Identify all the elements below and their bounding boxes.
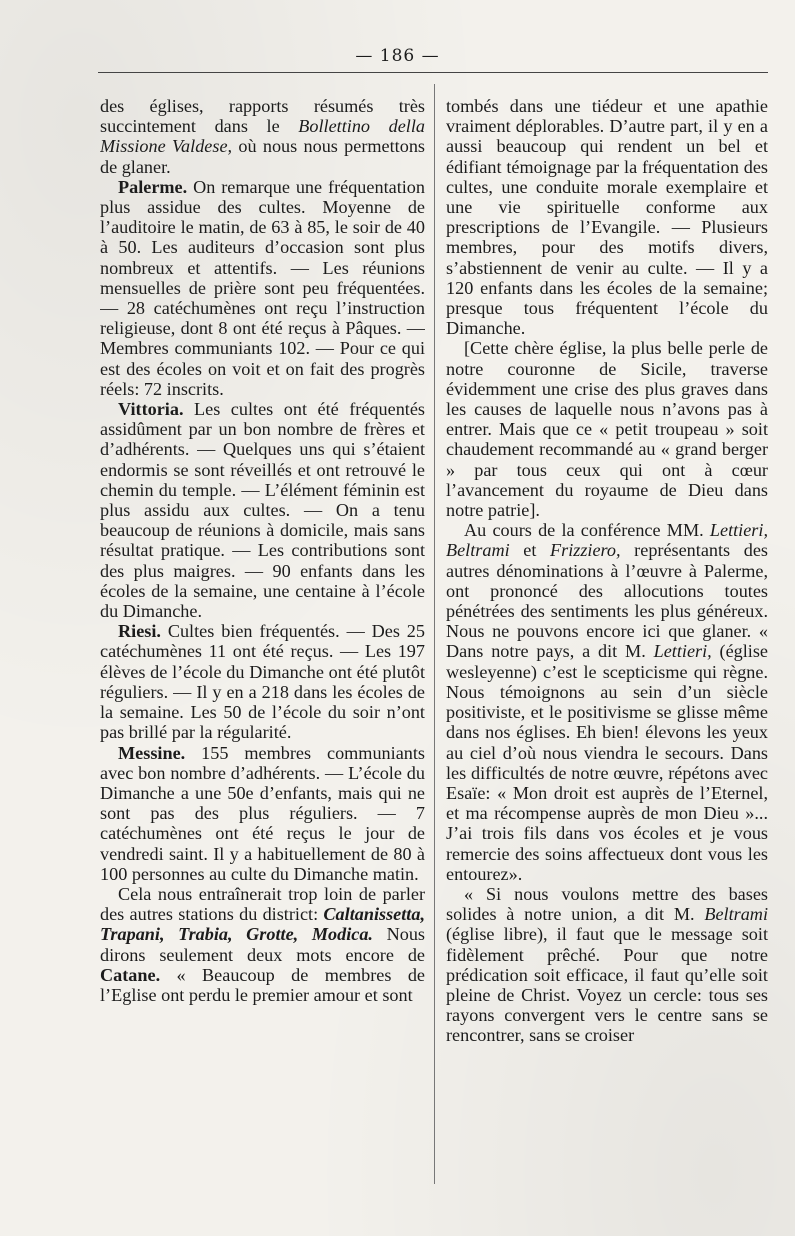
station-list: Caltanissetta, Trapani, Trabia, Grotte, Modica. — [100, 904, 425, 945]
paragraph-palerme: Palerme. On remarque une fréquentation plus assidue des cultes. Moyenne de l’auditoire le matin, de 63 à 85, le soir de 40 à 50. Les auditeurs d’occasion sont plus nombreux et attentifs. — Les réunions mensuelles de prière sont peu fréquentées. — 28 catéchumènes ont reçu l’instruction religieuse, dont 8 ont été reçus à Pâques. — Membres communiants 102. — Pour ce qui est des écoles on voit et on fait des progrès réels: 72 inscrits. — [100, 176, 425, 399]
paragraph-editorial-note: [Cette chère église, la plus belle perle de notre couronne de Sicile, traverse évidemment une crise des plus graves dans les causes de laquelle nous n’avons pas à entrer. Mais que ce « petit troupeau » soit chaudement recommandé au « grand berger » par tous ceux qui ont à cœur l’avancement du royaume de Dieu dans notre patrie]. — [446, 338, 768, 521]
paragraph-catane-cont: tombés dans une tiédeur et une apathie vraiment déplorables. D’autre part, il y en a aussi beaucoup qui rendent un bel et édifiant témoignage par la fréquentation des cultes, une conduite morale exemplaire et une vie spirituelle conforme aux prescriptions de l’Evangile. — Plusieurs membres, pour des motifs divers, s’abstiennent de venir au culte. — Il y a 120 enfants dans les écoles de la semaine; presque tous fréquentent l’école du Dimanche. — [446, 96, 768, 339]
paragraph-vittoria: Vittoria. Les cultes ont été fréquentés assidûment par un bon nombre de frères et d’adhérents. — Quelques uns qui s’étaient endormis se sont réveillés et ont retrouvé le chemin du temple. — L’élément féminin est plus assidu aux cultes. — On a tenu beaucoup de réunions à domicile, mais sans résultat pratique. — Les contributions sont des plus maigres. — 90 enfants dans les écoles de la semaine, une centaine à l’école du Dimanche. — [100, 399, 425, 622]
station-name-catane: Catane. — [100, 964, 161, 985]
station-name-palerme: Palerme. — [118, 176, 188, 197]
paragraph-beltrami: « Si nous voulons mettre des bases solides à notre union, a dit M. Beltrami (église libre), il faut que le message soit fidèlement prêché. Pour que notre prédication soit efficace, il faut qu’elle soit pleine de Christ. Voyez un cercle: tous ses rayons convergent vers le centre sans se rencontrer, sans se croiser — [446, 883, 768, 1046]
station-name-vittoria: Vittoria. — [118, 399, 184, 420]
right-column — [446, 96, 768, 1186]
paragraph-other-stations: Cela nous entraînerait trop loin de parler des autres stations du district: Caltanissetta, Trapani, Trabia, Grotte, Modica. Nous dirons seulement deux mots encore de Catane. « Beaucoup de membres de l’Eglise ont perdu le premier amour et sont — [100, 883, 425, 1005]
paragraph-riesi: Riesi. Cultes bien fréquentés. — Des 25 catéchumènes 11 ont été reçus. — Les 197 élèves de l’école du Dimanche ont été plutôt réguliers. — Il y en a 218 dans les écoles de la semaine. Les 50 de l’école du soir n’ont pas brillé par la régularité. — [100, 621, 425, 743]
column-divider — [434, 84, 435, 1184]
station-name-messine: Messine. — [118, 742, 186, 763]
header-rule — [98, 72, 768, 73]
italic-title: Bollettino della Missione Valdese, — [100, 116, 425, 157]
left-column — [100, 96, 425, 1186]
paragraph-intro: des églises, rapports résumés très succintement dans le Bollettino della Missione Valdese, où nous nous permettons de glaner. — [100, 96, 425, 177]
paragraph-conference: Au cours de la conférence MM. Lettieri, Beltrami et Frizziero, représentants des autres dénominations à l’œuvre à Palerme, ont prononcé des allocutions toutes pénétrées des sentiments les plus généreux. Nous ne pouvons encore ici que glaner. « Dans notre pays, a dit M. Lettieri, (église wesleyenne) c’est le scepticisme qui règne. Nous témoignons au sein d’un siècle positiviste, et le positivisme se glisse même dans nos églises. Eh bien! élevons les yeux au ciel d’où nous viendra le secours. Dans les difficultés de notre œuvre, répétons avec Esaïe: « Mon droit est auprès de l’Eternel, et ma récompense auprès de mon Dieu »... J’ai trois fils dans vos écoles et je vous remercie des soins affectueux dont vous les entourez». — [446, 520, 768, 884]
page-number: — 186 — — [355, 46, 440, 66]
paragraph-messine: Messine. 155 membres communiants avec bon nombre d’adhérents. — L’école du Dimanche a une 50e d’enfants, mais qui ne sont pas des plus réguliers. — 7 catéchumènes ont été reçus le jour de vendredi saint. Il y a habituellement de 80 à 100 personnes au culte du Dimanche matin. — [100, 742, 425, 884]
station-name-riesi: Riesi. — [118, 621, 161, 642]
